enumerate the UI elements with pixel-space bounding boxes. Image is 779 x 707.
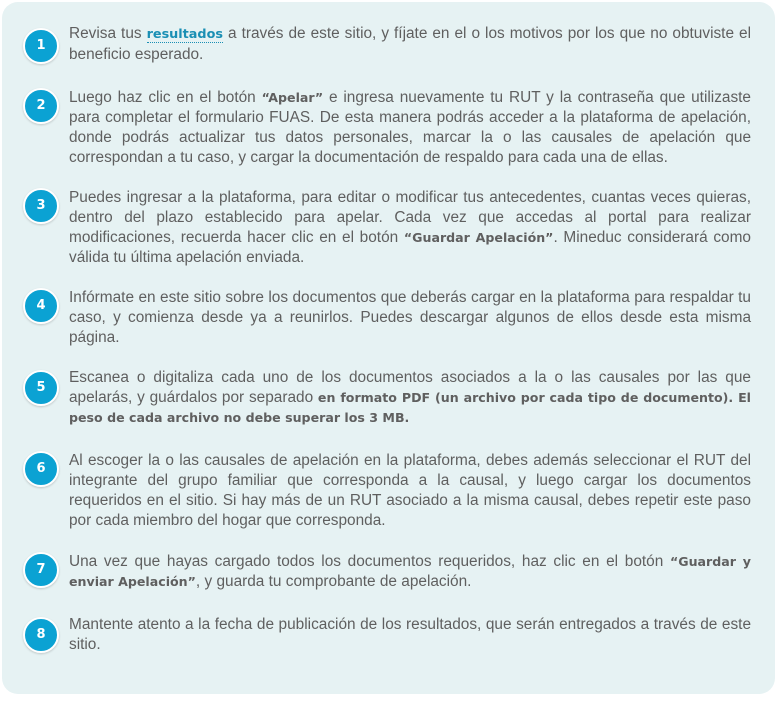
step-text-part: Luego haz clic en el botón (69, 89, 262, 106)
step-text-part: . Mineduc considerará como válida tu última apelación enviada. (69, 229, 751, 266)
step-number-badge: 6 (23, 451, 59, 487)
pdf-format-note: en formato PDF (un archivo por cada tipo de documento). El peso de cada archivo no debe superar los 3 MB. (69, 390, 751, 425)
apelar-button-name: “Apelar” (261, 90, 324, 105)
step-text-part: Revisa tus (69, 25, 147, 42)
step-text-part: a través de este sitio, y fíjate en el o los motivos por los que no obtuviste el beneficio esperado. (69, 25, 751, 63)
step-text (69, 188, 751, 268)
guardar-apelacion-button-name: “Guardar Apelación” (403, 230, 554, 245)
step-text-part: Al escoger la o las causales de apelación en la plataforma, debes además seleccionar el RUT del integrante del grupo familiar que corresponda a la causal, y luego cargar los documentos requeridos en el sitio. Si hay más de un RUT asociado a la misma causal, debes repetir este paso por cada miembro del hogar que corresponda. (69, 452, 751, 529)
step-text-part: Infórmate en este sitio sobre los documentos que deberás cargar en la plataforma para respaldar tu caso, y comienza desde ya a reunirlos. Puedes descargar algunos de ellos desde esta misma página. (69, 289, 751, 346)
appeal-steps-panel (2, 2, 775, 694)
step-number-badge: 1 (23, 28, 59, 64)
step-text (69, 451, 751, 531)
step-text (69, 288, 751, 348)
step-text-part: Mantente atento a la fecha de publicación de los resultados, que serán entregados a través de este sitio. (69, 616, 751, 653)
guardar-y-enviar-button-name: “Guardar y enviar Apelación” (69, 554, 751, 589)
step-number-badge: 8 (23, 617, 59, 653)
step-text-part: Escanea o digitaliza cada uno de los documentos asociados a la o las causales por las que apelarás, y guárdalos por separado (69, 369, 751, 406)
step-text (69, 552, 751, 592)
resultados-link[interactable]: resultados (146, 27, 224, 42)
step-number-badge: 7 (23, 552, 59, 588)
step-text (69, 615, 751, 655)
step-text (69, 368, 751, 428)
step-number-badge: 5 (23, 370, 59, 406)
step-text (69, 24, 751, 65)
step-number-badge: 3 (23, 188, 59, 224)
step-number-badge: 4 (23, 288, 59, 324)
step-text (69, 88, 751, 168)
step-number-badge: 2 (23, 88, 59, 124)
step-text-part: Una vez que hayas cargado todos los documentos requeridos, haz clic en el botón (69, 553, 670, 570)
step-text-part: , y guarda tu comprobante de apelación. (195, 573, 472, 590)
step-text-part: e ingresa nuevamente tu RUT y la contraseña que utilizaste para completar el formulario FUAS. De esta manera podrás acceder a la plataforma de apelación, donde podrás actualizar tus datos personales, marcar la o las causales de apelación que correspondan a tu caso, y cargar la documentación de respaldo para cada una de ellas. (69, 89, 751, 166)
step-text-part: Puedes ingresar a la plataforma, para editar o modificar tus antecedentes, cuantas veces quieras, dentro del plazo establecido para apelar. Cada vez que accedas al portal para realizar modificaciones, recuerda hacer clic en el botón (69, 189, 751, 246)
